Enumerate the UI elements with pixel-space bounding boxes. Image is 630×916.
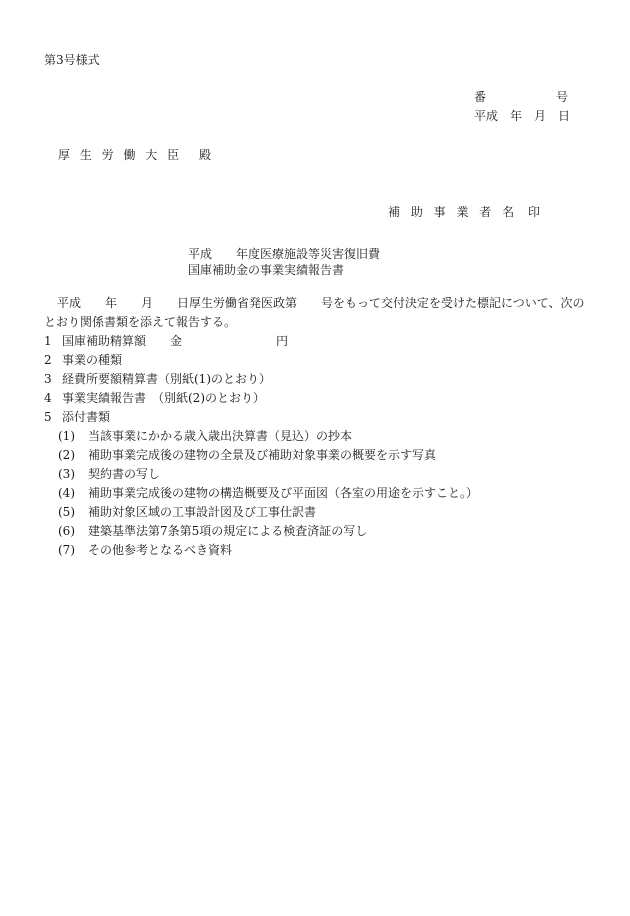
number-suffix: 号 [556, 90, 569, 104]
form-number: 第3号様式 [44, 53, 100, 67]
attachment-item [58, 487, 478, 499]
list-item [44, 335, 146, 347]
attachment-text: 当該事業にかかる歳入歳出決算書（見込）の抄本 [88, 429, 353, 443]
attachment-item [58, 544, 232, 556]
body-text-line-2: とおり関係書類を添えて報告する。 [44, 315, 237, 329]
attachment-item [58, 506, 316, 518]
item-number: 2 [44, 353, 52, 367]
item-number: 5 [44, 410, 52, 424]
attachment-item [58, 430, 352, 442]
amount-en: 円 [276, 334, 289, 348]
document-title-line-2: 国庫補助金の事業実績報告書 [188, 263, 345, 277]
number-label: 番 [474, 90, 487, 104]
item-number: 3 [44, 372, 52, 386]
list-item [44, 373, 271, 385]
attachment-item [58, 525, 367, 537]
attachment-text: 補助事業完成後の建物の構造概要及び平面図（各室の用途を示すこと。） [88, 486, 479, 500]
attachment-number: (6) [58, 524, 75, 538]
item-number: 1 [44, 334, 52, 348]
seal-mark: 印 [528, 205, 541, 219]
attachment-text: 契約書の写し [88, 467, 161, 481]
item-number: 4 [44, 391, 52, 405]
document-title-line-1: 平成 年度医療施設等災害復旧費 [188, 247, 381, 261]
list-item [44, 411, 110, 423]
attachment-item [58, 468, 160, 480]
date-line: 平成 年 月 日 [474, 109, 571, 123]
attachment-number: (7) [58, 543, 75, 557]
item-text: 添付書類 [62, 410, 111, 424]
attachment-item [58, 449, 436, 461]
body-text-line-1: 平成 年 月 日厚生労働省発医政第 号をもって交付決定を受けた標記について、次の [57, 296, 585, 310]
attachment-number: (5) [58, 505, 75, 519]
list-item [44, 354, 122, 366]
item-text: 経費所要額精算書（別紙(1)のとおり） [62, 372, 271, 386]
item-text: 国庫補助精算額 [62, 334, 147, 348]
addressee: 厚 生 労 働 大 臣 [58, 148, 183, 162]
attachment-number: (3) [58, 467, 75, 481]
attachment-text: 補助対象区域の工事設計図及び工事仕訳書 [88, 505, 317, 519]
attachment-number: (1) [58, 429, 75, 443]
item-text: 事業の種類 [62, 353, 123, 367]
addressee-honorific: 殿 [199, 148, 212, 162]
amount-kin: 金 [170, 334, 183, 348]
attachment-text: 建築基準法第7条第5項の規定による検査済証の写し [88, 524, 368, 538]
list-item [44, 392, 265, 404]
attachment-text: その他参考となるべき資料 [88, 543, 233, 557]
item-text: 事業実績報告書 （別紙(2)のとおり） [62, 391, 265, 405]
attachment-number: (4) [58, 486, 75, 500]
attachment-text: 補助事業完成後の建物の全景及び補助対象事業の概要を示す写真 [88, 448, 437, 462]
operator-name-label: 補 助 事 業 者 名 [388, 205, 518, 219]
attachment-number: (2) [58, 448, 75, 462]
